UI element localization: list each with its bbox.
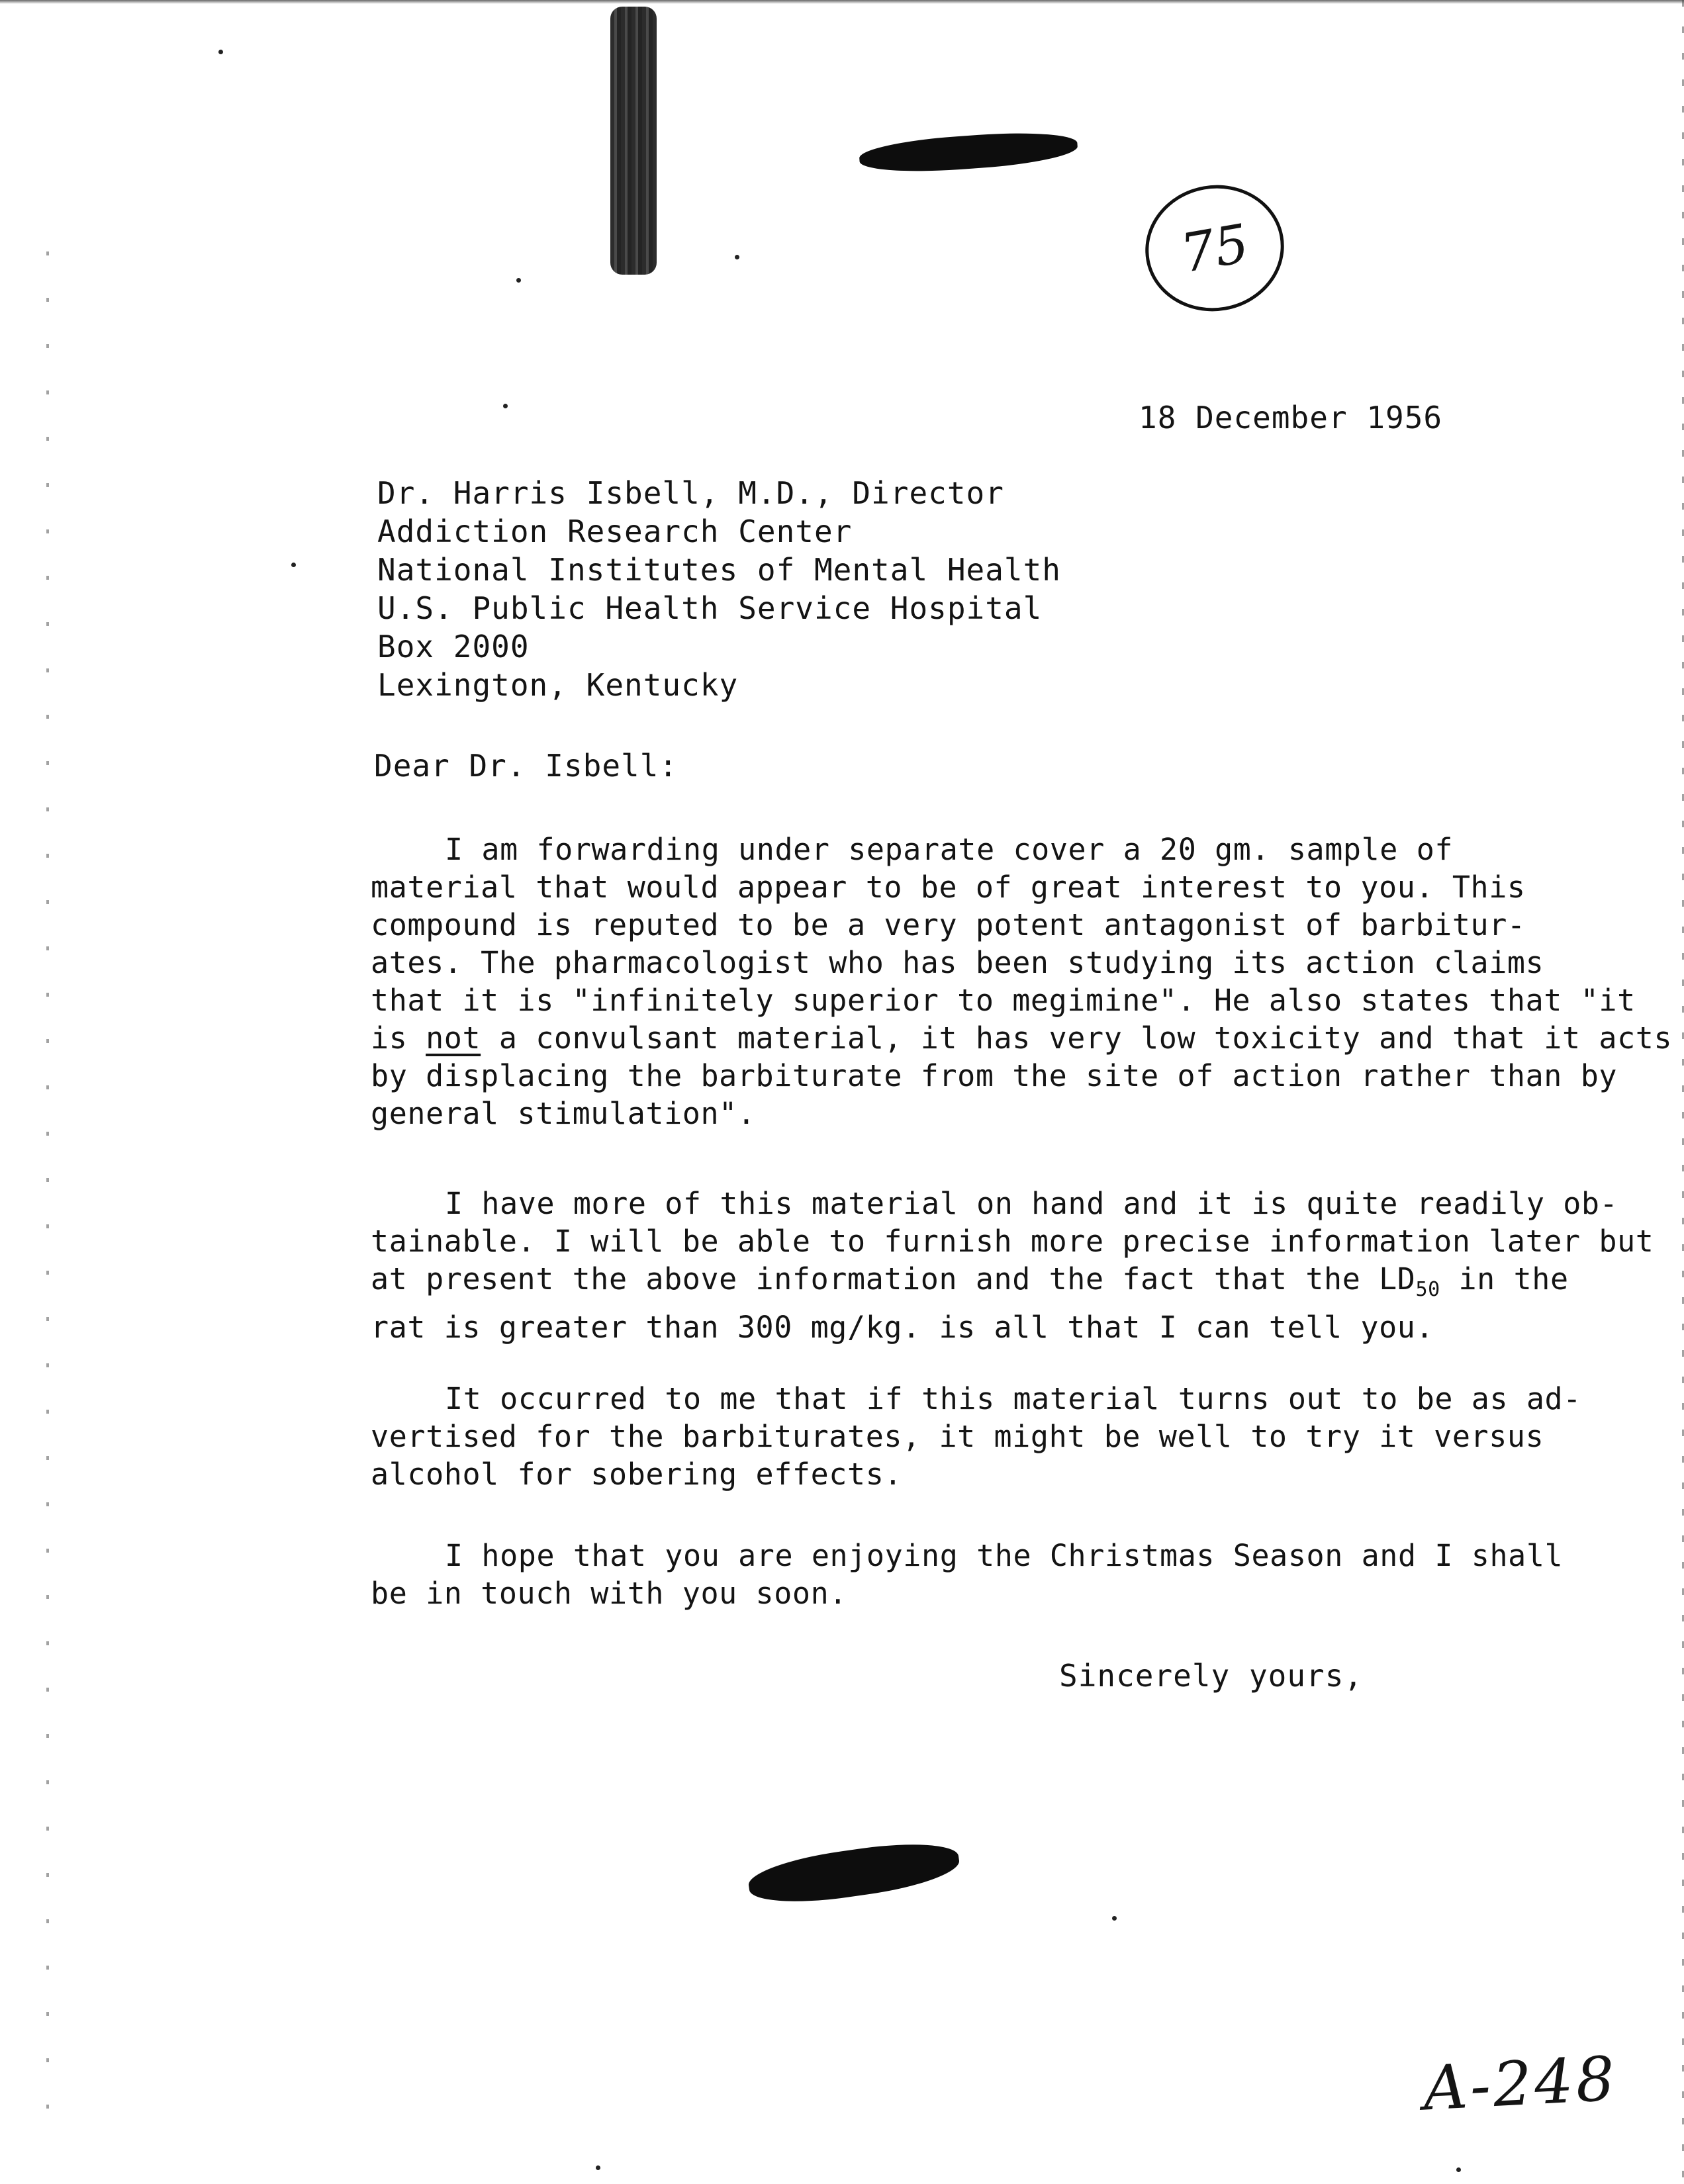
subscript: 50	[1415, 1278, 1440, 1301]
scan-dot	[1112, 1916, 1117, 1921]
scan-dot	[291, 563, 296, 567]
body-line: rat is greater than 300 mg/kg. is all that I can tell you.	[371, 1310, 1434, 1345]
body-line: be in touch with you soon.	[371, 1576, 847, 1611]
redaction-bar-vertical	[610, 7, 657, 275]
body-text: a convulsant material, it has very low toxicity and that it acts	[481, 1021, 1673, 1056]
body-line	[371, 1260, 1595, 1308]
body-paragraph-3	[371, 1380, 1595, 1493]
redaction-bar-header	[859, 128, 1079, 177]
body-line	[371, 1019, 1673, 1057]
body-line: compound is reputed to be a very potent antagonist of barbitur-	[371, 907, 1526, 942]
circled-page-number	[1135, 174, 1294, 322]
redacted-signature	[746, 1835, 962, 1911]
body-paragraph-4	[371, 1537, 1595, 1612]
scan-dot	[596, 2165, 600, 2170]
body-line: vertised for the barbiturates, it might be well to try it versus	[371, 1419, 1544, 1454]
body-line: I hope that you are enjoying the Christmas Season and I shall	[445, 1538, 1564, 1573]
body-line: I am forwarding under separate cover a 20 gm. sample of	[445, 832, 1454, 867]
body-line: It occurred to me that if this material turns out to be as ad-	[445, 1381, 1581, 1416]
body-line: that it is "infinitely superior to megimine". He also states that "it	[371, 983, 1636, 1018]
address-line: Dr. Harris Isbell, M.D., Director	[377, 475, 1004, 511]
body-line: tainable. I will be able to furnish more precise information later but	[371, 1224, 1654, 1259]
address-line: Lexington, Kentucky	[377, 667, 739, 703]
body-line: material that would appear to be of great interest to you. This	[371, 870, 1526, 905]
body-line: alcohol for sobering effects.	[371, 1457, 903, 1492]
handwritten-document-id: A-248	[1421, 2043, 1619, 2124]
body-line: I have more of this material on hand and it is quite readily ob-	[445, 1186, 1618, 1221]
closing: Sincerely yours,	[1059, 1658, 1364, 1694]
circled-number-text: 75	[1176, 212, 1254, 285]
address-line: Addiction Research Center	[377, 514, 853, 549]
scan-top-edge	[0, 0, 1684, 4]
scan-dot	[516, 278, 521, 283]
underlined-emphasis: not	[426, 1021, 481, 1056]
address-line: Box 2000	[377, 629, 530, 664]
body-paragraph-2	[371, 1185, 1654, 1346]
scan-left-speckle	[46, 251, 49, 2144]
body-line: general stimulation".	[371, 1096, 756, 1131]
body-line: ates. The pharmacologist who has been studying its action claims	[371, 945, 1544, 980]
letter-date: 18 December 1956	[1139, 400, 1443, 435]
scan-dot	[735, 255, 739, 259]
address-line: U.S. Public Health Service Hospital	[377, 590, 1043, 626]
body-text: is	[371, 1021, 426, 1056]
scan-dot	[1456, 2167, 1461, 2172]
address-line: National Institutes of Mental Health	[377, 552, 1061, 588]
scan-dot	[218, 50, 223, 54]
scan-dot	[503, 404, 508, 408]
body-text: at present the above information and the fact that the LD	[371, 1261, 1416, 1297]
body-line: by displacing the barbiturate from the site of action rather than by	[371, 1058, 1618, 1093]
body-text: in the	[1440, 1261, 1569, 1297]
salutation: Dear Dr. Isbell:	[374, 748, 678, 784]
body-paragraph-1	[371, 831, 1673, 1132]
